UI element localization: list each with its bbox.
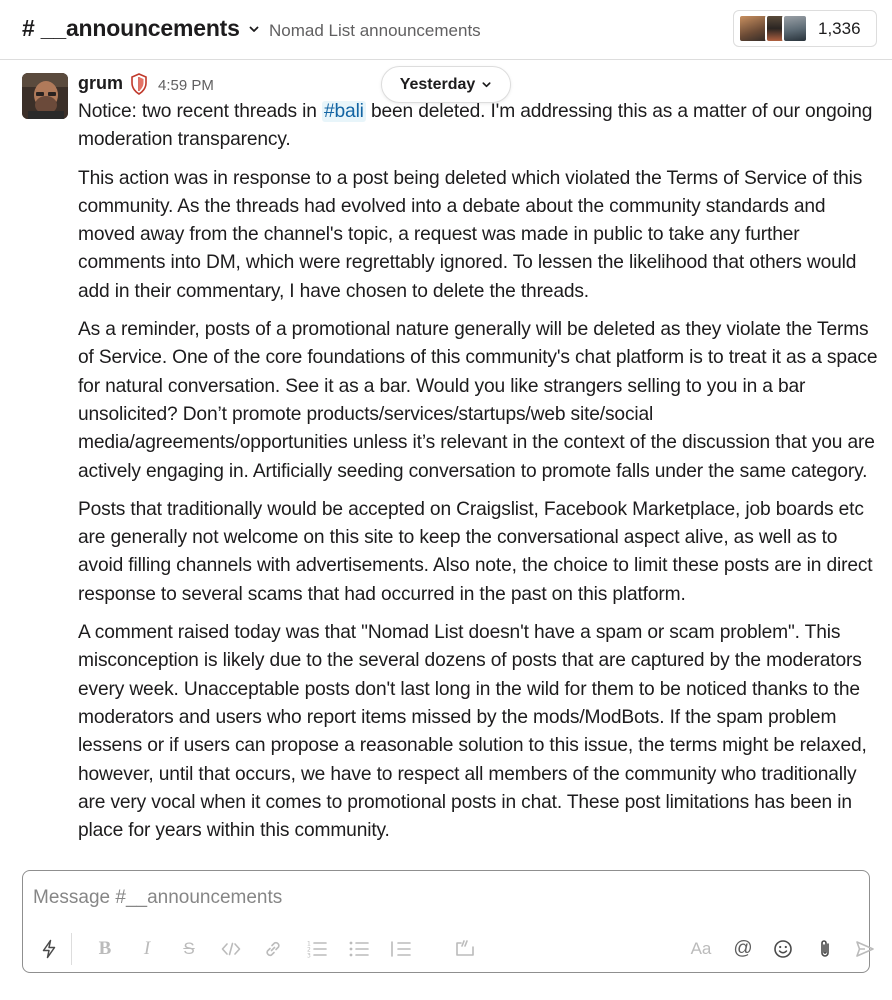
shortcuts-lightning-icon[interactable]	[35, 935, 63, 963]
channel-header	[0, 0, 892, 60]
shield-icon	[130, 73, 148, 100]
avatar[interactable]	[22, 73, 68, 119]
message-input[interactable]	[33, 884, 853, 912]
channel-mention-link[interactable]: #bali	[324, 101, 364, 122]
message-timestamp[interactable]: 4:59 PM	[158, 77, 214, 94]
italic-button[interactable]: I	[143, 938, 151, 959]
composer-toolbar	[23, 931, 871, 967]
message-paragraph: A comment raised today was that "Nomad List doesn't have a spam or scam problem". This misconception is likely due to the several dozens of posts that are captured by the moderators every week. Unacceptable posts don't last long in the wild for them to be noticed thanks to the moderators and users who report items missed by the mods/ModBots. If the spam problem lessens or if users can propose a reasonable solution to this issue, the terms might be relaxed, however, until that occurs, we have to respect all members of the community who traditionally are very vocal when it comes to promotional posts in chat. These post limitations has been in place for years within this community.	[78, 622, 867, 842]
blockquote-icon[interactable]	[387, 935, 415, 963]
bold-button[interactable]: B	[98, 938, 112, 959]
member-count: 1,336	[818, 18, 861, 38]
strikethrough-button[interactable]: S	[183, 939, 195, 958]
send-icon[interactable]	[851, 935, 879, 963]
toolbar-divider	[71, 933, 72, 965]
text-format-button[interactable]: Aa	[690, 939, 712, 958]
member-avatar	[782, 14, 808, 43]
ordered-list-icon[interactable]	[303, 935, 331, 963]
channel-topic[interactable]: Nomad List announcements	[269, 21, 481, 40]
member-list-button[interactable]	[733, 10, 877, 47]
message-paragraph: Posts that traditionally would be accepted on Craigslist, Facebook Marketplace, job boards etc are generally not welcome on this site to keep the conversational aspect alive, as well as to avoid filling channels with advertisements. Also note, the choice to limit these posts are in direct response to several scams that had occurred in the past on this platform.	[78, 498, 873, 605]
svg-text:1: 1	[307, 940, 311, 948]
message-paragraph: As a reminder, posts of a promotional nature generally will be deleted as they violate the Terms of Service. One of the core foundations of this community's chat platform is to treat it as a space for natural conversation. See it as a bar. Would you like strangers selling to you in a bar unsolicited? Don’t promote products/services/startups/web site/social media/agreements/opportunities unless it’s relevant in the context of the discussion that you are actively engaging in. Artificially seeding conversation to promote falls under the same category.	[78, 319, 878, 482]
attachment-icon[interactable]	[811, 935, 839, 963]
message-paragraph: This action was in response to a post being deleted which violated the Terms of Service of this community. As the threads had evolved into a debate about the community standards and moved away from the channel's topic, a request was made in public to take any further comments into DM, which were regrettably ignored. To lessen the likelihood that others would add in their commentary, I have chosen to delete the threads.	[78, 167, 863, 302]
channel-name: # __announcements	[22, 15, 240, 41]
message-paragraph: Notice: two recent threads in #bali been deleted. I'm addressing this as a matter of our ongoing moderation transparency.	[78, 101, 873, 151]
message-body	[78, 98, 878, 855]
message-composer	[22, 870, 870, 973]
bulleted-list-icon[interactable]	[345, 935, 373, 963]
svg-text:2: 2	[307, 946, 311, 954]
chevron-down-icon	[248, 23, 260, 35]
code-block-icon[interactable]	[451, 935, 479, 963]
date-divider-label: Yesterday	[399, 75, 476, 93]
channel-name-button[interactable]	[22, 15, 260, 42]
code-icon[interactable]	[217, 935, 245, 963]
chevron-down-icon	[481, 79, 492, 90]
mention-button[interactable]: @	[733, 938, 753, 959]
message-author[interactable]: grum	[78, 73, 123, 93]
svg-text:3: 3	[307, 952, 311, 958]
link-icon[interactable]	[259, 935, 287, 963]
emoji-icon[interactable]	[769, 935, 797, 963]
